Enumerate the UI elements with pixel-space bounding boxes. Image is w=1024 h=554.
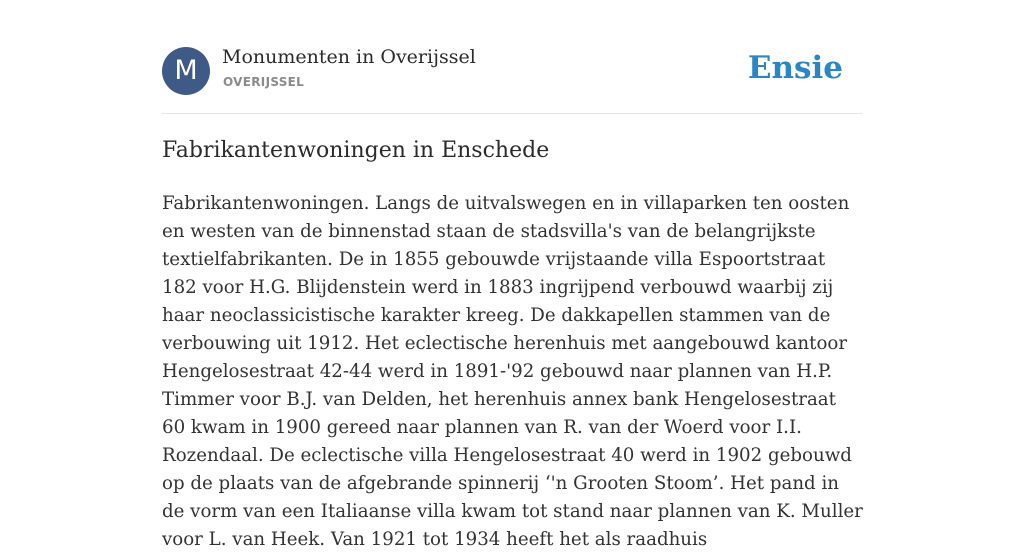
header-divider (162, 113, 862, 114)
article-title: Fabrikantenwoningen in Enschede (162, 138, 550, 163)
source-title-link[interactable]: Monumenten in Overijssel (222, 46, 476, 68)
source-subtitle: OVERIJSSEL (223, 75, 305, 89)
ensie-logo[interactable]: Ensie (747, 50, 843, 86)
source-header (162, 46, 862, 96)
article-body: Fabrikantenwoningen. Langs de uitvalswegen en in villaparken ten oosten en westen van de binnenstad staan de stadsvilla's van de belangrijkste textielfabrikanten. De in 1855 gebouwde vrijstaande villa Espoortstraat 182 voor H.G. Blijdenstein werd in 1883 ingrijpend verbouwd waarbij zij haar neoclassicistische karakter kreeg. De dakkapellen stammen van de verbouwing uit 1912. Het eclectische herenhuis met aangebouwd kantoor Hengelosestraat 42-44 werd in 1891-'92 gebouwd naar plannen van H.P. Timmer voor B.J. van Delden, het herenhuis annex bank Hengelosestraat 60 kwam in 1900 gereed naar plannen van R. van der Woerd voor I.I. Rozendaal. De eclectische villa Hengelosestraat 40 werd in 1902 gebouwd op de plaats van de afgebrande spinnerij ‘'n Grooten Stoom’. Het pand in de vorm van een Italiaanse villa kwam tot stand naar plannen van K. Muller voor L. van Heek. Van 1921 tot 1934 heeft het als raadhuis (162, 193, 863, 550)
avatar[interactable]: M (162, 47, 210, 95)
